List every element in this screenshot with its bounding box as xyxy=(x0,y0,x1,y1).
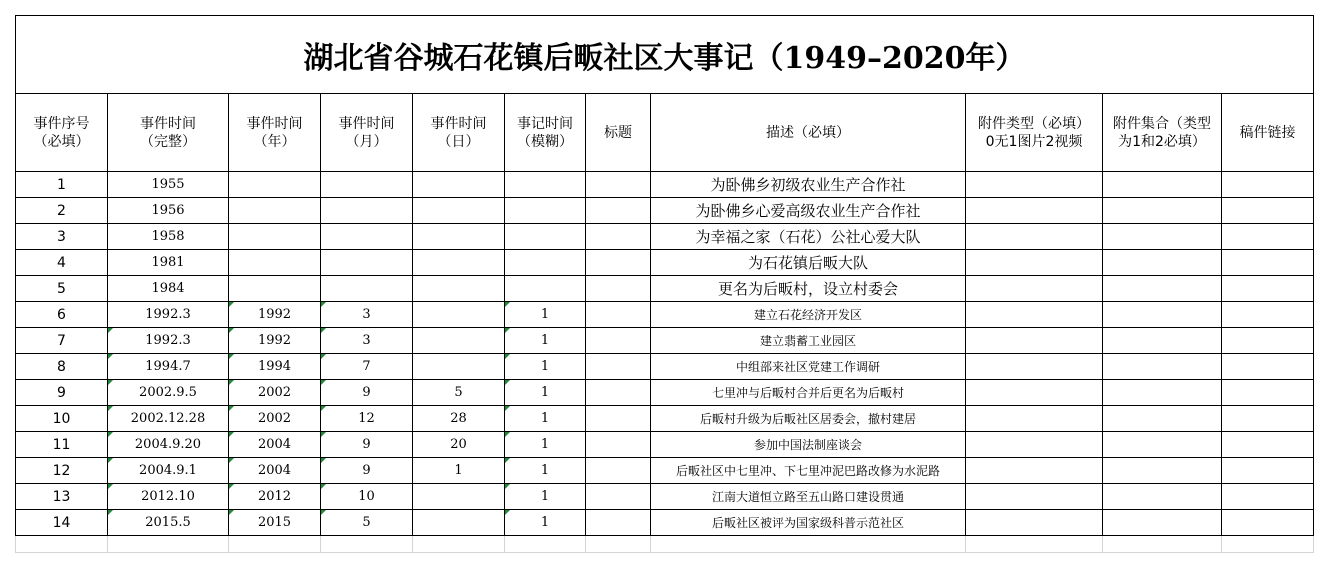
time-vague-cell[interactable]: 1 xyxy=(505,458,586,484)
time-day-cell[interactable] xyxy=(413,224,505,250)
time-month-cell[interactable]: 3 xyxy=(321,302,413,328)
empty-cell[interactable] xyxy=(505,536,586,553)
description-cell[interactable]: 为石花镇后畈大队 xyxy=(651,250,966,276)
time-day-cell[interactable] xyxy=(413,276,505,302)
time-vague-cell[interactable]: 1 xyxy=(505,354,586,380)
empty-cell[interactable] xyxy=(586,536,651,553)
article-link-cell[interactable] xyxy=(1222,224,1314,250)
attachment-type-cell[interactable] xyxy=(966,328,1103,354)
time-day-cell[interactable]: 1 xyxy=(413,458,505,484)
time-year-cell[interactable]: 2012 xyxy=(229,484,321,510)
table-row xyxy=(16,250,1314,276)
time-vague-cell[interactable] xyxy=(505,224,586,250)
time-full-cell[interactable]: 1992.3 xyxy=(108,302,229,328)
article-link-cell[interactable] xyxy=(1222,172,1314,198)
empty-cell[interactable] xyxy=(1103,536,1222,553)
time-month-cell[interactable]: 9 xyxy=(321,380,413,406)
empty-cell[interactable] xyxy=(229,536,321,553)
table-row xyxy=(16,458,1314,484)
time-full-cell[interactable]: 1992.3 xyxy=(108,328,229,354)
seq-cell[interactable]: 12 xyxy=(16,458,108,484)
time-month-cell[interactable] xyxy=(321,198,413,224)
header-attachment-type[interactable]: 附件类型（必填） 0无1图片2视频 xyxy=(966,94,1103,172)
table-body xyxy=(16,172,1314,553)
title-cell[interactable] xyxy=(586,198,651,224)
header-row xyxy=(16,94,1314,172)
title-cell[interactable] xyxy=(586,224,651,250)
time-vague-cell[interactable]: 1 xyxy=(505,510,586,536)
header-article-link[interactable]: 稿件链接 xyxy=(1222,94,1314,172)
time-vague-cell[interactable]: 1 xyxy=(505,406,586,432)
time-year-cell[interactable]: 1992 xyxy=(229,328,321,354)
attachment-type-cell[interactable] xyxy=(966,354,1103,380)
header-time-month[interactable]: 事件时间 （月） xyxy=(321,94,413,172)
empty-cell[interactable] xyxy=(413,536,505,553)
time-day-cell[interactable] xyxy=(413,172,505,198)
seq-cell[interactable]: 10 xyxy=(16,406,108,432)
article-link-cell[interactable] xyxy=(1222,198,1314,224)
time-day-cell[interactable] xyxy=(413,328,505,354)
header-title[interactable]: 标题 xyxy=(586,94,651,172)
description-cell[interactable]: 参加中国法制座谈会 xyxy=(651,432,966,458)
article-link-cell[interactable] xyxy=(1222,302,1314,328)
description-cell[interactable]: 中组部来社区党建工作调研 xyxy=(651,354,966,380)
header-seq[interactable]: 事件序号 （必填） xyxy=(16,94,108,172)
time-vague-cell[interactable] xyxy=(505,198,586,224)
attachment-set-cell[interactable] xyxy=(1103,406,1222,432)
attachment-set-cell[interactable] xyxy=(1103,510,1222,536)
seq-cell[interactable]: 6 xyxy=(16,302,108,328)
title-cell[interactable] xyxy=(586,354,651,380)
attachment-set-cell[interactable] xyxy=(1103,224,1222,250)
time-vague-cell[interactable] xyxy=(505,276,586,302)
events-table xyxy=(15,15,1314,553)
attachment-set-cell[interactable] xyxy=(1103,380,1222,406)
description-cell[interactable]: 后畈社区中七里冲、下七里冲泥巴路改修为水泥路 xyxy=(651,458,966,484)
time-day-cell[interactable] xyxy=(413,484,505,510)
time-full-cell[interactable]: 1981 xyxy=(108,250,229,276)
description-cell[interactable]: 江南大道恒立路至五山路口建设贯通 xyxy=(651,484,966,510)
time-year-cell[interactable]: 2002 xyxy=(229,406,321,432)
empty-cell[interactable] xyxy=(966,536,1103,553)
description-cell[interactable]: 为卧佛乡初级农业生产合作社 xyxy=(651,172,966,198)
time-day-cell[interactable]: 5 xyxy=(413,380,505,406)
time-day-cell[interactable] xyxy=(413,354,505,380)
attachment-set-cell[interactable] xyxy=(1103,276,1222,302)
time-vague-cell[interactable]: 1 xyxy=(505,380,586,406)
seq-cell[interactable]: 1 xyxy=(16,172,108,198)
time-month-cell[interactable]: 3 xyxy=(321,328,413,354)
empty-cell[interactable] xyxy=(1222,536,1314,553)
page-title[interactable]: 湖北省谷城石花镇后畈社区大事记（1949–2020年） xyxy=(16,16,1314,94)
empty-cell[interactable] xyxy=(16,536,108,553)
attachment-set-cell[interactable] xyxy=(1103,250,1222,276)
description-cell[interactable]: 七里冲与后畈村合并后更名为后畈村 xyxy=(651,380,966,406)
time-day-cell[interactable]: 20 xyxy=(413,432,505,458)
spreadsheet xyxy=(15,15,1313,553)
attachment-type-cell[interactable] xyxy=(966,276,1103,302)
article-link-cell[interactable] xyxy=(1222,432,1314,458)
title-cell[interactable] xyxy=(586,302,651,328)
seq-cell[interactable]: 2 xyxy=(16,198,108,224)
empty-row xyxy=(16,536,1314,553)
table-row xyxy=(16,328,1314,354)
header-attachment-set[interactable]: 附件集合（类型 为1和2必填） xyxy=(1103,94,1222,172)
time-full-cell[interactable]: 2002.9.5 xyxy=(108,380,229,406)
time-full-cell[interactable]: 1955 xyxy=(108,172,229,198)
time-month-cell[interactable]: 5 xyxy=(321,510,413,536)
title-cell[interactable] xyxy=(586,458,651,484)
table-row xyxy=(16,510,1314,536)
attachment-set-cell[interactable] xyxy=(1103,432,1222,458)
time-month-cell[interactable] xyxy=(321,276,413,302)
time-vague-cell[interactable]: 1 xyxy=(505,328,586,354)
header-description[interactable]: 描述（必填） xyxy=(651,94,966,172)
description-cell[interactable]: 更名为后畈村，设立村委会 xyxy=(651,276,966,302)
header-time-day[interactable]: 事件时间 （日） xyxy=(413,94,505,172)
attachment-type-cell[interactable] xyxy=(966,458,1103,484)
time-year-cell[interactable] xyxy=(229,172,321,198)
seq-cell[interactable]: 9 xyxy=(16,380,108,406)
time-year-cell[interactable]: 1994 xyxy=(229,354,321,380)
attachment-type-cell[interactable] xyxy=(966,250,1103,276)
seq-cell[interactable]: 8 xyxy=(16,354,108,380)
time-month-cell[interactable] xyxy=(321,172,413,198)
attachment-type-cell[interactable] xyxy=(966,302,1103,328)
time-day-cell[interactable] xyxy=(413,510,505,536)
attachment-set-cell[interactable] xyxy=(1103,328,1222,354)
time-month-cell[interactable]: 9 xyxy=(321,458,413,484)
table-row xyxy=(16,380,1314,406)
attachment-set-cell[interactable] xyxy=(1103,458,1222,484)
time-month-cell[interactable]: 12 xyxy=(321,406,413,432)
time-year-cell[interactable]: 2004 xyxy=(229,458,321,484)
seq-cell[interactable]: 5 xyxy=(16,276,108,302)
time-vague-cell[interactable]: 1 xyxy=(505,302,586,328)
table-row xyxy=(16,432,1314,458)
time-year-cell[interactable] xyxy=(229,276,321,302)
time-year-cell[interactable]: 2015 xyxy=(229,510,321,536)
time-year-cell[interactable] xyxy=(229,250,321,276)
table-row xyxy=(16,302,1314,328)
empty-cell[interactable] xyxy=(651,536,966,553)
attachment-type-cell[interactable] xyxy=(966,380,1103,406)
description-cell[interactable]: 建立翡蓄工业园区 xyxy=(651,328,966,354)
attachment-type-cell[interactable] xyxy=(966,224,1103,250)
time-day-cell[interactable] xyxy=(413,250,505,276)
description-cell[interactable]: 后畈村升级为后畈社区居委会，撤村建居 xyxy=(651,406,966,432)
seq-cell[interactable]: 4 xyxy=(16,250,108,276)
article-link-cell[interactable] xyxy=(1222,484,1314,510)
time-year-cell[interactable]: 2004 xyxy=(229,432,321,458)
title-cell[interactable] xyxy=(586,510,651,536)
time-month-cell[interactable]: 9 xyxy=(321,432,413,458)
attachment-type-cell[interactable] xyxy=(966,510,1103,536)
table-row xyxy=(16,406,1314,432)
title-cell[interactable] xyxy=(586,484,651,510)
empty-cell[interactable] xyxy=(108,536,229,553)
time-day-cell[interactable]: 28 xyxy=(413,406,505,432)
description-cell[interactable]: 为幸福之家（石花）公社心爱大队 xyxy=(651,224,966,250)
table-row xyxy=(16,172,1314,198)
header-time-full[interactable]: 事件时间 （完整） xyxy=(108,94,229,172)
description-cell[interactable]: 为卧佛乡心爱高级农业生产合作社 xyxy=(651,198,966,224)
time-vague-cell[interactable] xyxy=(505,172,586,198)
attachment-set-cell[interactable] xyxy=(1103,354,1222,380)
attachment-set-cell[interactable] xyxy=(1103,302,1222,328)
header-time-vague[interactable]: 事记时间 （模糊） xyxy=(505,94,586,172)
table-row xyxy=(16,276,1314,302)
time-full-cell[interactable]: 1956 xyxy=(108,198,229,224)
article-link-cell[interactable] xyxy=(1222,276,1314,302)
header-time-year[interactable]: 事件时间 （年） xyxy=(229,94,321,172)
time-vague-cell[interactable]: 1 xyxy=(505,484,586,510)
article-link-cell[interactable] xyxy=(1222,380,1314,406)
title-cell[interactable] xyxy=(586,406,651,432)
attachment-type-cell[interactable] xyxy=(966,172,1103,198)
time-year-cell[interactable] xyxy=(229,224,321,250)
time-day-cell[interactable] xyxy=(413,302,505,328)
attachment-type-cell[interactable] xyxy=(966,484,1103,510)
article-link-cell[interactable] xyxy=(1222,354,1314,380)
description-cell[interactable]: 建立石花经济开发区 xyxy=(651,302,966,328)
time-full-cell[interactable]: 2015.5 xyxy=(108,510,229,536)
article-link-cell[interactable] xyxy=(1222,328,1314,354)
title-cell[interactable] xyxy=(586,328,651,354)
table-row xyxy=(16,484,1314,510)
time-full-cell[interactable]: 2004.9.1 xyxy=(108,458,229,484)
seq-cell[interactable]: 11 xyxy=(16,432,108,458)
time-day-cell[interactable] xyxy=(413,198,505,224)
time-month-cell[interactable] xyxy=(321,224,413,250)
time-full-cell[interactable]: 1994.7 xyxy=(108,354,229,380)
table-row xyxy=(16,354,1314,380)
attachment-type-cell[interactable] xyxy=(966,406,1103,432)
article-link-cell[interactable] xyxy=(1222,250,1314,276)
title-cell[interactable] xyxy=(586,250,651,276)
empty-cell[interactable] xyxy=(321,536,413,553)
time-month-cell[interactable]: 7 xyxy=(321,354,413,380)
time-full-cell[interactable]: 1984 xyxy=(108,276,229,302)
time-year-cell[interactable]: 2002 xyxy=(229,380,321,406)
attachment-type-cell[interactable] xyxy=(966,198,1103,224)
table-row xyxy=(16,224,1314,250)
description-cell[interactable]: 后畈社区被评为国家级科普示范社区 xyxy=(651,510,966,536)
time-full-cell[interactable]: 2004.9.20 xyxy=(108,432,229,458)
attachment-set-cell[interactable] xyxy=(1103,484,1222,510)
time-full-cell[interactable]: 2012.10 xyxy=(108,484,229,510)
table-row xyxy=(16,198,1314,224)
time-year-cell[interactable] xyxy=(229,198,321,224)
time-vague-cell[interactable]: 1 xyxy=(505,432,586,458)
title-cell[interactable] xyxy=(586,172,651,198)
title-cell[interactable] xyxy=(586,276,651,302)
seq-cell[interactable]: 14 xyxy=(16,510,108,536)
article-link-cell[interactable] xyxy=(1222,510,1314,536)
seq-cell[interactable]: 3 xyxy=(16,224,108,250)
article-link-cell[interactable] xyxy=(1222,458,1314,484)
time-year-cell[interactable]: 1992 xyxy=(229,302,321,328)
time-vague-cell[interactable] xyxy=(505,250,586,276)
time-month-cell[interactable]: 10 xyxy=(321,484,413,510)
attachment-set-cell[interactable] xyxy=(1103,198,1222,224)
attachment-type-cell[interactable] xyxy=(966,432,1103,458)
article-link-cell[interactable] xyxy=(1222,406,1314,432)
title-cell[interactable] xyxy=(586,380,651,406)
title-cell[interactable] xyxy=(586,432,651,458)
time-full-cell[interactable]: 1958 xyxy=(108,224,229,250)
attachment-set-cell[interactable] xyxy=(1103,172,1222,198)
seq-cell[interactable]: 7 xyxy=(16,328,108,354)
seq-cell[interactable]: 13 xyxy=(16,484,108,510)
time-full-cell[interactable]: 2002.12.28 xyxy=(108,406,229,432)
time-month-cell[interactable] xyxy=(321,250,413,276)
